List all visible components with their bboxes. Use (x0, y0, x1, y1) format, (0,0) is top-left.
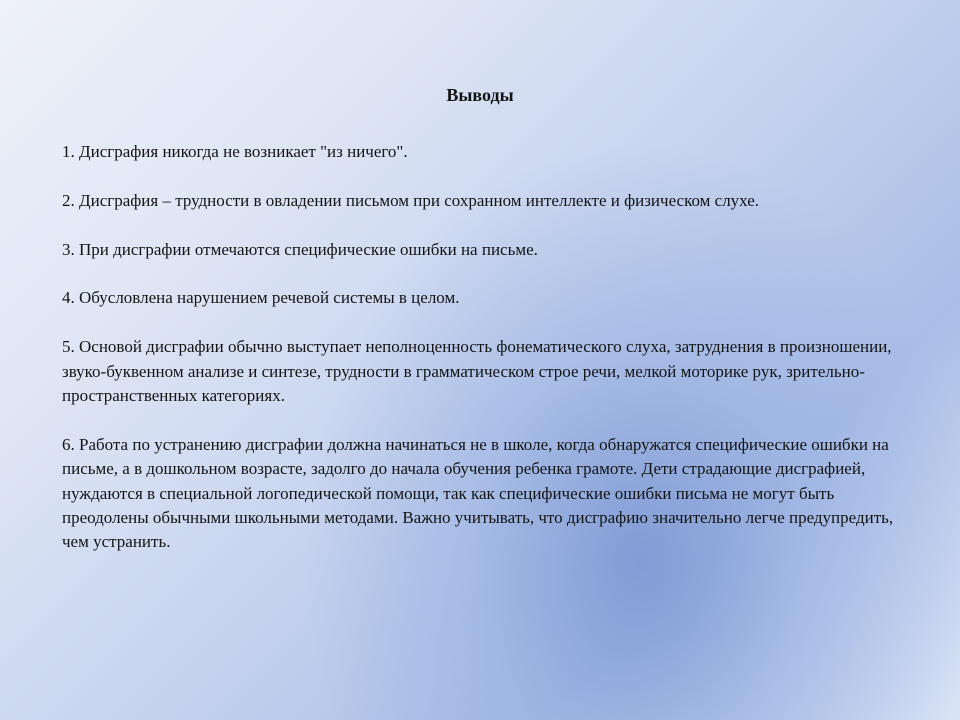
conclusion-item-5: 5. Основой дисграфии обычно выступает неполноценность фонематического слуха, затруднения в произношении, звуко-буквенном анализе и синтезе, трудности в грамматическом строе речи, мелкой моторике рук, зрительно-пространственных категориях. (62, 337, 892, 405)
conclusion-item-2: 2. Дисграфия – трудности в овладении письмом при сохранном интеллекте и физическом слухе. (62, 190, 760, 210)
conclusion-item-6: 6. Работа по устранению дисграфии должна начинаться не в школе, когда обнаружатся специфические ошибки на письме, а в дошкольном возрасте, задолго до начала обучения ребенка грамоте. Дети страдающие дисграфией, нуждаются в специальной логопедической помощи, так как специфические ошибки письма не могут быть преодолены обычными школьными методами. Важно учитывать, что дисграфию значительно легче предупредить, чем устранить. (62, 434, 894, 552)
conclusions-list (62, 140, 920, 579)
conclusion-item-4: 4. Обусловлена нарушением речевой системы в целом. (62, 288, 460, 308)
conclusion-item-3: 3. При дисграфии отмечаются специфические ошибки на письме. (62, 239, 538, 259)
slide-title: Выводы (446, 85, 514, 105)
conclusion-item-1: 1. Дисграфия никогда не возникает "из ничего". (62, 142, 408, 161)
